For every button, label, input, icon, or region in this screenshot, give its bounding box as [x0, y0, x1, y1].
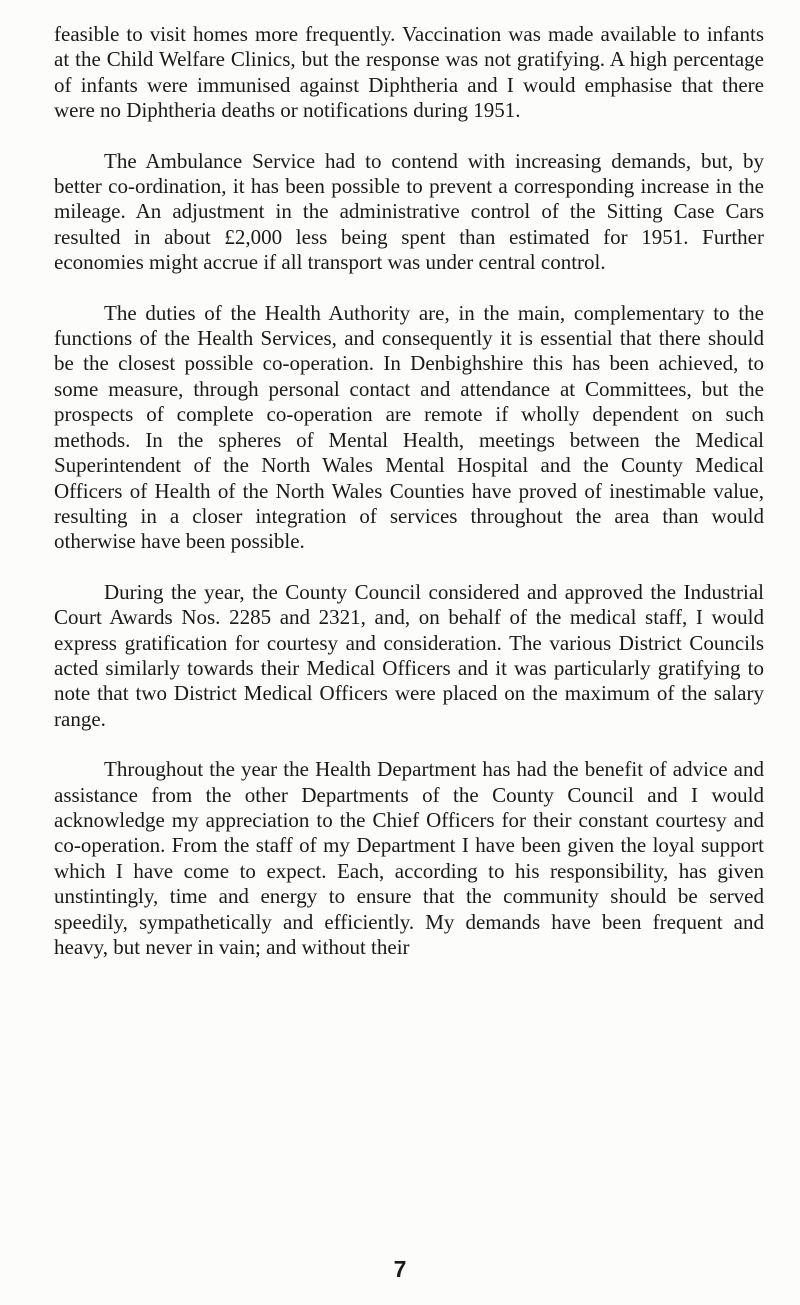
page-number: 7 [393, 1256, 407, 1282]
paragraph-1: feasible to visit homes more frequently. Vaccination was made available to infants at the Child Welfare Clinics, but the response was not gratifying. A high percentage of infants were immunised against Diphtheria and I would emphasise that there were no Diphtheria deaths or notifications during 1951. [54, 22, 764, 123]
paragraph-2: The Ambulance Service had to contend with increasing demands, but, by better co-ordination, it has been possible to prevent a corresponding increase in the mileage. An adjustment in the administrative control of the Sitting Case Cars resulted in about £2,000 less being spent than estimated for 1951. Further economies might accrue if all transport was under central control. [54, 148, 764, 275]
paragraph-3: The duties of the Health Authority are, in the main, complementary to the functions of the Health Services, and consequently it is essential that there should be the closest possible co-operation. In Denbighshire this has been achieved, to some measure, through personal contact and attendance at Committees, but the prospects of complete co-operation are remote if wholly dependent on such methods. In the spheres of Mental Health, meetings between the Medical Superintendent of the North Wales Mental Hospital and the County Medical Officers of Health of the North Wales Counties have proved of inestimable value, resulting in a closer integration of services throughout the area than would otherwise have been possible. [54, 300, 764, 554]
body-text [54, 22, 764, 985]
paragraph-4: During the year, the County Council considered and approved the Industrial Court Awards Nos. 2285 and 2321, and, on behalf of the medical staff, I would express gratification for courtesy and consideration. The various District Councils acted similarly towards their Medical Officers and it was particularly gratifying to note that two District Medical Officers were placed on the maximum of the salary range. [54, 579, 764, 731]
paragraph-5: Throughout the year the Health Department has had the benefit of advice and assistance from the other Departments of the County Council and I would acknowledge my appreciation to the Chief Officers for their constant courtesy and co-operation. From the staff of my Department I have been given the loyal support which I have come to expect. Each, according to his responsibility, has given unstintingly, time and energy to ensure that the community should be served speedily, sympathetically and efficiently. My demands have been frequent and heavy, but never in vain; and without their [54, 757, 764, 959]
